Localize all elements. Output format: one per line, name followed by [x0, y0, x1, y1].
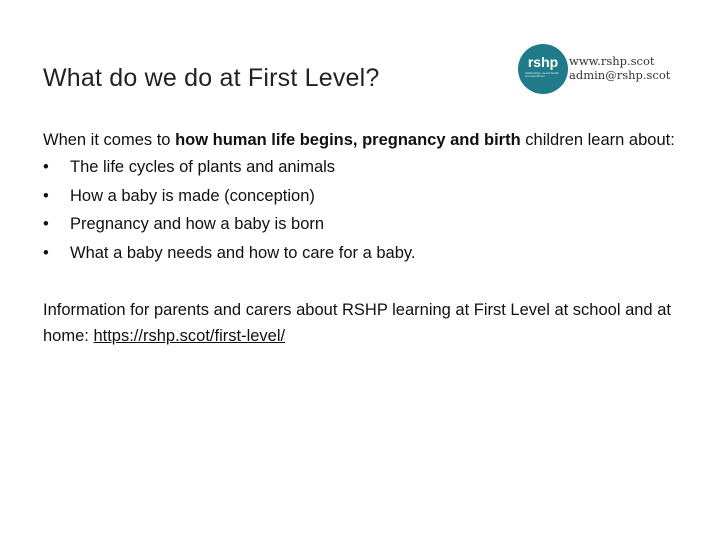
list-item-text: Pregnancy and how a baby is born	[70, 215, 325, 233]
info-paragraph	[43, 297, 688, 349]
list-item-text: How a baby is made (conception)	[70, 186, 315, 205]
slide-body	[43, 127, 688, 349]
info-text: Information for parents and carers about RSHP learning at First Level at school and at home:	[43, 301, 671, 345]
bullet-icon: •	[43, 158, 49, 176]
intro-suffix: children learn about:	[520, 131, 675, 149]
bullet-icon: •	[43, 243, 49, 262]
list-item	[43, 210, 688, 239]
bullet-icon: •	[43, 186, 49, 205]
list-item	[43, 153, 688, 182]
bullet-list	[43, 153, 688, 267]
intro-prefix: When it comes to	[43, 131, 176, 149]
list-item	[43, 239, 688, 268]
logo-email: admin@rshp.scot	[569, 68, 671, 82]
list-item-text: What a baby needs and how to care for a baby.	[70, 243, 416, 262]
slide-title: What do we do at First Level?	[43, 64, 380, 92]
bullet-icon: •	[43, 215, 49, 233]
logo-wordmark: rshp	[527, 54, 559, 70]
logo-tagline: relationships, sexual health and parenthood	[525, 71, 559, 79]
logo-website: www.rshp.scot	[569, 54, 655, 68]
rshp-logo	[518, 44, 671, 94]
intro-paragraph	[43, 127, 688, 153]
first-level-link[interactable]: https://rshp.scot/first-level/	[93, 327, 286, 345]
list-item-text: The life cycles of plants and animals	[70, 158, 336, 176]
intro-bold-topic: how human life begins, pregnancy and birth	[175, 131, 521, 149]
list-item	[43, 182, 688, 211]
